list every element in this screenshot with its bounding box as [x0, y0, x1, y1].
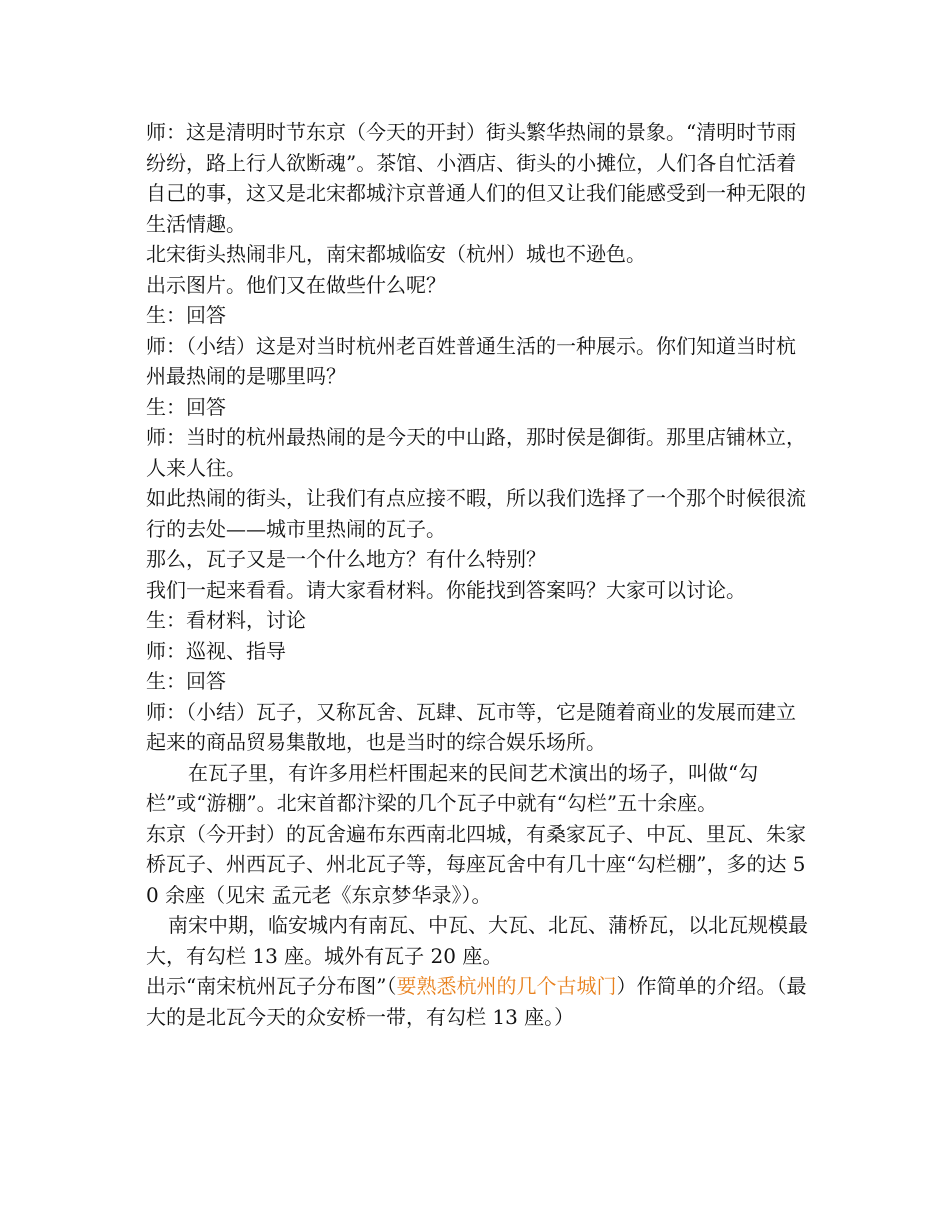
paragraph-student-answer: 生：回答 [146, 669, 226, 693]
paragraph-show-map [146, 971, 811, 1032]
paragraph-read-materials: 我们一起来看看。请大家看材料。你能找到答案吗？大家可以讨论。 [146, 577, 746, 602]
paragraph-student-answer: 生：回答 [146, 394, 226, 419]
paragraph-teacher-summary-hangzhou: 师：（小结）这是对当时杭州老百姓普通生活的一种展示。你们知道当时杭州最热闹的是哪里吗？ [146, 333, 796, 388]
document-body [146, 117, 811, 1032]
highlight-note: 要熟悉杭州的几个古城门 [396, 974, 617, 998]
paragraph-southern-song-linan: 南宋中期，临安城内有南瓦、中瓦、大瓦、北瓦、蒲桥瓦，以北瓦规模最大，有勾栏 13 座。城外有瓦子 20 座。 [146, 913, 808, 968]
paragraph-teacher-qingming: 师：这是清明时节东京（今天的开封）街头繁华热闹的景象。“清明时节雨纷纷，路上行人欲断魂”。茶馆、小酒店、街头的小摊位，人们各自忙活着自己的事，这又是北宋都城汴京普通人们的但又让我们能感受到一种无限的生活情趣。 [146, 120, 806, 236]
paragraph-show-picture: 出示图片。他们又在做些什么呢？ [146, 272, 446, 297]
paragraph-busy-street-wazi: 如此热闹的街头，让我们有点应接不暇，所以我们选择了一个那个时候很流行的去处——城市里热闹的瓦子。 [146, 486, 806, 541]
paragraph-teacher-summary-wazi: 师：（小结）瓦子，又称瓦舍、瓦肆、瓦市等，它是随着商业的发展而建立起来的商品贸易集散地，也是当时的综合娱乐场所。 [146, 699, 796, 754]
paragraph-goulan: 在瓦子里，有许多用栏杆围起来的民间艺术演出的场子，叫做“勾栏”或“游棚”。北宋首都汴梁的几个瓦子中就有“勾栏”五十余座。 [146, 760, 759, 815]
paragraph-dongjing-washe: 东京（今开封）的瓦舍遍布东西南北四城，有桑家瓦子、中瓦、里瓦、朱家桥瓦子、州西瓦子、州北瓦子等，每座瓦舍中有几十座“勾栏棚”，多的达 50 余座（见宋 孟元老《东京梦华录》）。 [146, 821, 806, 907]
paragraph-student-answer: 生：回答 [146, 303, 226, 327]
paragraph-northern-song-street: 北宋街头热闹非凡，南宋都城临安（杭州）城也不逊色。 [146, 242, 646, 266]
paragraph-teacher-zhongshan-road: 师：当时的杭州最热闹的是今天的中山路，那时侯是御街。那里店铺林立，人来人往。 [146, 425, 806, 480]
paragraph-student-discuss: 生：看材料，讨论 [146, 608, 306, 632]
paragraph-teacher-guide: 师：巡视、指导 [146, 638, 286, 663]
show-map-text-before: 出示“南宋杭州瓦子分布图”（ [146, 974, 397, 998]
paragraph-what-is-wazi: 那么，瓦子又是一个什么地方？有什么特别？ [146, 547, 546, 571]
show-map-text-after: ）作简单的介绍。（最大的是北瓦今天的众安桥一带，有勾栏 13 座。） [146, 974, 807, 1029]
